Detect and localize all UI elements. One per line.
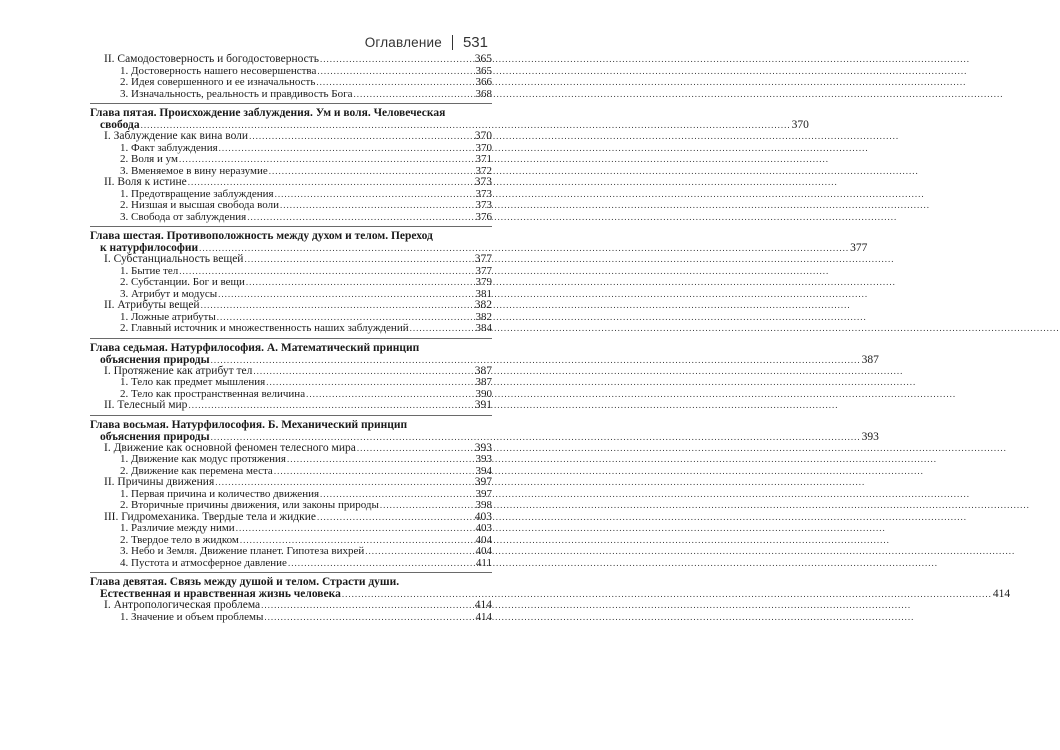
toc-entry-page: 414 [475, 610, 492, 623]
dot-leader [365, 546, 474, 558]
dot-leader [218, 289, 474, 301]
toc-entry-title: 3. Вменяемое в вину неразумие [120, 164, 268, 177]
toc-entry-title: II. Воля к истине [104, 176, 187, 188]
toc-entry[interactable] [90, 54, 492, 66]
toc-entry-title: II. Атрибуты вещей [104, 299, 200, 311]
dot-leader [264, 612, 474, 624]
chapter-title-line: Глава девятая. Связь между душой и телом. Страсти души. [90, 576, 400, 588]
chapter-page: 377 [850, 242, 868, 254]
toc-entry-page: 387 [475, 376, 492, 388]
toc-entry[interactable] [90, 200, 492, 212]
toc-entry-page: 394 [475, 464, 492, 477]
toc-entry-title: III. Гидромеханика. Твердые тела и жидкие [104, 510, 316, 523]
toc-entry-page: 370 [474, 130, 492, 142]
dot-leader [219, 143, 475, 155]
toc-entry[interactable] [90, 77, 492, 89]
toc-entry-page: 373 [475, 187, 492, 200]
dot-leader [261, 600, 474, 612]
toc-entry[interactable] [90, 154, 492, 166]
toc-entry-title: 1. Ложные атрибуты [120, 310, 216, 323]
toc-chapter-heading[interactable] [90, 226, 868, 254]
toc-entry[interactable] [90, 523, 492, 535]
toc-entry-title: II. Самодостоверность и богодостоверность [104, 53, 320, 65]
header-divider [452, 35, 453, 50]
chapter-title-line: Глава пятая. Происхождение заблуждения. Ум и воля. Человеческая [90, 107, 446, 119]
toc-entry-page: 404 [475, 545, 492, 557]
dot-leader [247, 212, 474, 224]
toc-entry-title: I. Протяжение как атрибут тел [104, 364, 253, 377]
dot-leader [249, 131, 474, 143]
toc-entry[interactable] [90, 600, 492, 612]
toc-entry-title: 1. Первая причина и количество движения [120, 487, 320, 500]
dot-leader [354, 89, 475, 101]
toc-entry-page: 382 [474, 299, 492, 311]
toc-entry-page: 366 [475, 76, 492, 88]
dot-leader [201, 300, 474, 312]
toc-entry-title: 4. Пустота и атмосферное давление [120, 556, 287, 569]
toc-entry[interactable] [90, 300, 492, 312]
chapter-title-line: Глава седьмая. Натурфилософия. А. Математический принцип [90, 341, 420, 354]
table-of-contents [90, 53, 1011, 623]
toc-entry-title: 2. Воля и ум [120, 153, 178, 165]
toc-entry-page: 379 [475, 276, 492, 288]
toc-entry-title: I. Движение как основной феномен телесного мира [104, 441, 356, 454]
toc-entry-page: 397 [474, 476, 492, 488]
toc-entry-page: 376 [475, 210, 492, 223]
toc-entry-page: 368 [475, 87, 492, 100]
dot-leader [199, 242, 849, 254]
dot-leader [320, 54, 474, 66]
toc-entry-title: 1. Различие между ними [120, 522, 235, 534]
toc-entry-title: 2. Идея совершенного и ее изначальность [120, 76, 316, 88]
toc-entry-page: 397 [475, 487, 492, 500]
dot-leader [244, 254, 473, 266]
toc-entry-page: 404 [475, 533, 492, 546]
toc-entry[interactable] [90, 131, 492, 143]
toc-entry-title: 1. Факт заблуждения [120, 141, 218, 154]
dot-leader [211, 354, 861, 366]
toc-entry-title: 2. Субстанции. Бог и вещи [120, 276, 245, 288]
toc-entry-title: 1. Тело как предмет мышления [120, 376, 266, 388]
toc-entry-page: 387 [474, 364, 492, 377]
dot-leader [269, 166, 475, 178]
toc-chapter-heading[interactable] [90, 103, 809, 131]
dot-leader [211, 431, 861, 443]
toc-entry-title: 3. Атрибут и модусы [120, 287, 218, 300]
toc-entry-title: I. Субстанциальность вещей [104, 253, 244, 265]
dot-leader [253, 366, 473, 378]
toc-entry-page: 411 [475, 556, 492, 569]
dot-leader [342, 588, 992, 600]
toc-entry-page: 393 [474, 441, 492, 454]
toc-entry-page: 377 [475, 264, 492, 277]
toc-entry-page: 377 [474, 253, 492, 265]
dot-leader [380, 500, 475, 512]
dot-leader [274, 466, 475, 478]
toc-entry-title: 3. Свобода от заблуждения [120, 210, 247, 223]
dot-leader [357, 443, 474, 455]
toc-entry[interactable] [90, 377, 492, 389]
dot-leader [246, 277, 475, 289]
dot-leader [306, 389, 474, 401]
toc-entry-title: I. Антропологическая проблема [104, 599, 261, 611]
toc-entry[interactable] [90, 323, 492, 335]
toc-entry-page: 365 [475, 64, 492, 77]
toc-entry[interactable] [90, 177, 492, 189]
toc-entry[interactable] [90, 89, 492, 101]
toc-entry-page: 414 [474, 599, 492, 611]
chapter-title-continuation: Естественная и нравственная жизнь человека [100, 588, 341, 600]
dot-leader [236, 523, 475, 535]
dot-leader [280, 200, 475, 212]
dot-leader [179, 154, 475, 166]
toc-entry-page: 403 [474, 510, 492, 523]
toc-entry-title: 2. Твердое тело в жидком [120, 533, 239, 546]
toc-entry[interactable] [90, 546, 492, 558]
dot-leader [317, 512, 474, 524]
chapter-title-continuation: объяснения природы [100, 353, 210, 366]
dot-leader [188, 400, 473, 412]
dot-leader [410, 323, 475, 335]
toc-entry[interactable] [90, 500, 492, 512]
toc-entry-title: I. Заблуждение как вина воли [104, 130, 249, 142]
toc-entry-title: 1. Предотвращение заблуждения [120, 187, 274, 200]
toc-entry-title: 2. Главный источник и множественность наших заблуждений [120, 322, 409, 334]
toc-entry-page: 403 [475, 522, 492, 534]
toc-entry-title: 3. Небо и Земля. Движение планет. Гипотеза вихрей [120, 545, 365, 557]
chapter-page: 387 [861, 353, 879, 366]
chapter-title-line: Глава шестая. Противоположность между духом и телом. Переход [90, 230, 433, 242]
toc-entry-title: 1. Движение как модус протяжения [120, 453, 286, 465]
dot-leader [287, 454, 475, 466]
toc-entry-title: II. Телесный мир [104, 399, 188, 411]
toc-entry-page: 390 [475, 387, 492, 400]
toc-entry[interactable] [90, 400, 492, 412]
toc-entry-page: 381 [475, 287, 492, 300]
toc-entry-page: 373 [474, 176, 492, 188]
dot-leader [215, 477, 474, 489]
chapter-page: 414 [992, 588, 1011, 600]
toc-entry-page: 382 [475, 310, 492, 323]
dot-leader [316, 77, 474, 89]
toc-entry-page: 365 [474, 53, 492, 65]
toc-entry-page: 393 [475, 453, 492, 465]
running-header [365, 34, 488, 51]
toc-entry-page: 398 [475, 499, 492, 511]
toc-entry-title: 2. Тело как пространственная величина [120, 387, 306, 400]
toc-entry-title: 1. Достоверность нашего несовершенства [120, 64, 317, 77]
toc-entry[interactable] [90, 477, 492, 489]
dot-leader [188, 177, 474, 189]
toc-entry-page: 370 [475, 141, 492, 154]
chapter-title-continuation: к натурфилософии [100, 242, 199, 254]
toc-entry-title: 2. Вторичные причины движения, или законы природы [120, 499, 379, 511]
toc-entry-title: 3. Изначальность, реальность и правдивость Бога [120, 87, 353, 100]
dot-leader [275, 189, 475, 201]
toc-entry-title: 1. Бытие тел [120, 264, 179, 277]
toc-entry-page: 384 [475, 322, 492, 334]
header-section-title: Оглавление [364, 35, 442, 50]
chapter-title-continuation: объяснения природы [100, 430, 210, 443]
toc-entry[interactable] [90, 254, 492, 266]
dot-leader [266, 377, 474, 389]
toc-entry-page: 371 [475, 153, 492, 165]
toc-entry-title: 2. Движение как перемена места [120, 464, 273, 477]
toc-entry[interactable] [90, 612, 492, 624]
toc-entry-page: 372 [475, 164, 492, 177]
chapter-page: 393 [861, 430, 879, 443]
toc-entry[interactable] [90, 277, 492, 289]
toc-entry-page: 391 [474, 399, 492, 411]
toc-chapter-heading[interactable] [90, 415, 879, 443]
dot-leader [317, 66, 474, 78]
chapter-title-line: Глава восьмая. Натурфилософия. Б. Механический принцип [90, 418, 408, 431]
dot-leader [288, 558, 475, 570]
chapter-page: 370 [791, 119, 809, 131]
toc-chapter-heading[interactable] [90, 338, 879, 366]
toc-entry-title: 1. Значение и объем проблемы [120, 610, 264, 623]
toc-chapter-heading[interactable] [90, 572, 1011, 600]
toc-entry[interactable] [90, 454, 492, 466]
toc-entry[interactable] [90, 558, 492, 570]
toc-entry-page: 373 [475, 199, 492, 211]
toc-entry-title: II. Причины движения [104, 476, 215, 488]
toc-entry-title: 2. Низшая и высшая свобода воли [120, 199, 279, 211]
toc-entry[interactable] [90, 212, 492, 224]
chapter-title-continuation: свобода [100, 119, 140, 131]
header-page-number: 531 [462, 34, 488, 51]
